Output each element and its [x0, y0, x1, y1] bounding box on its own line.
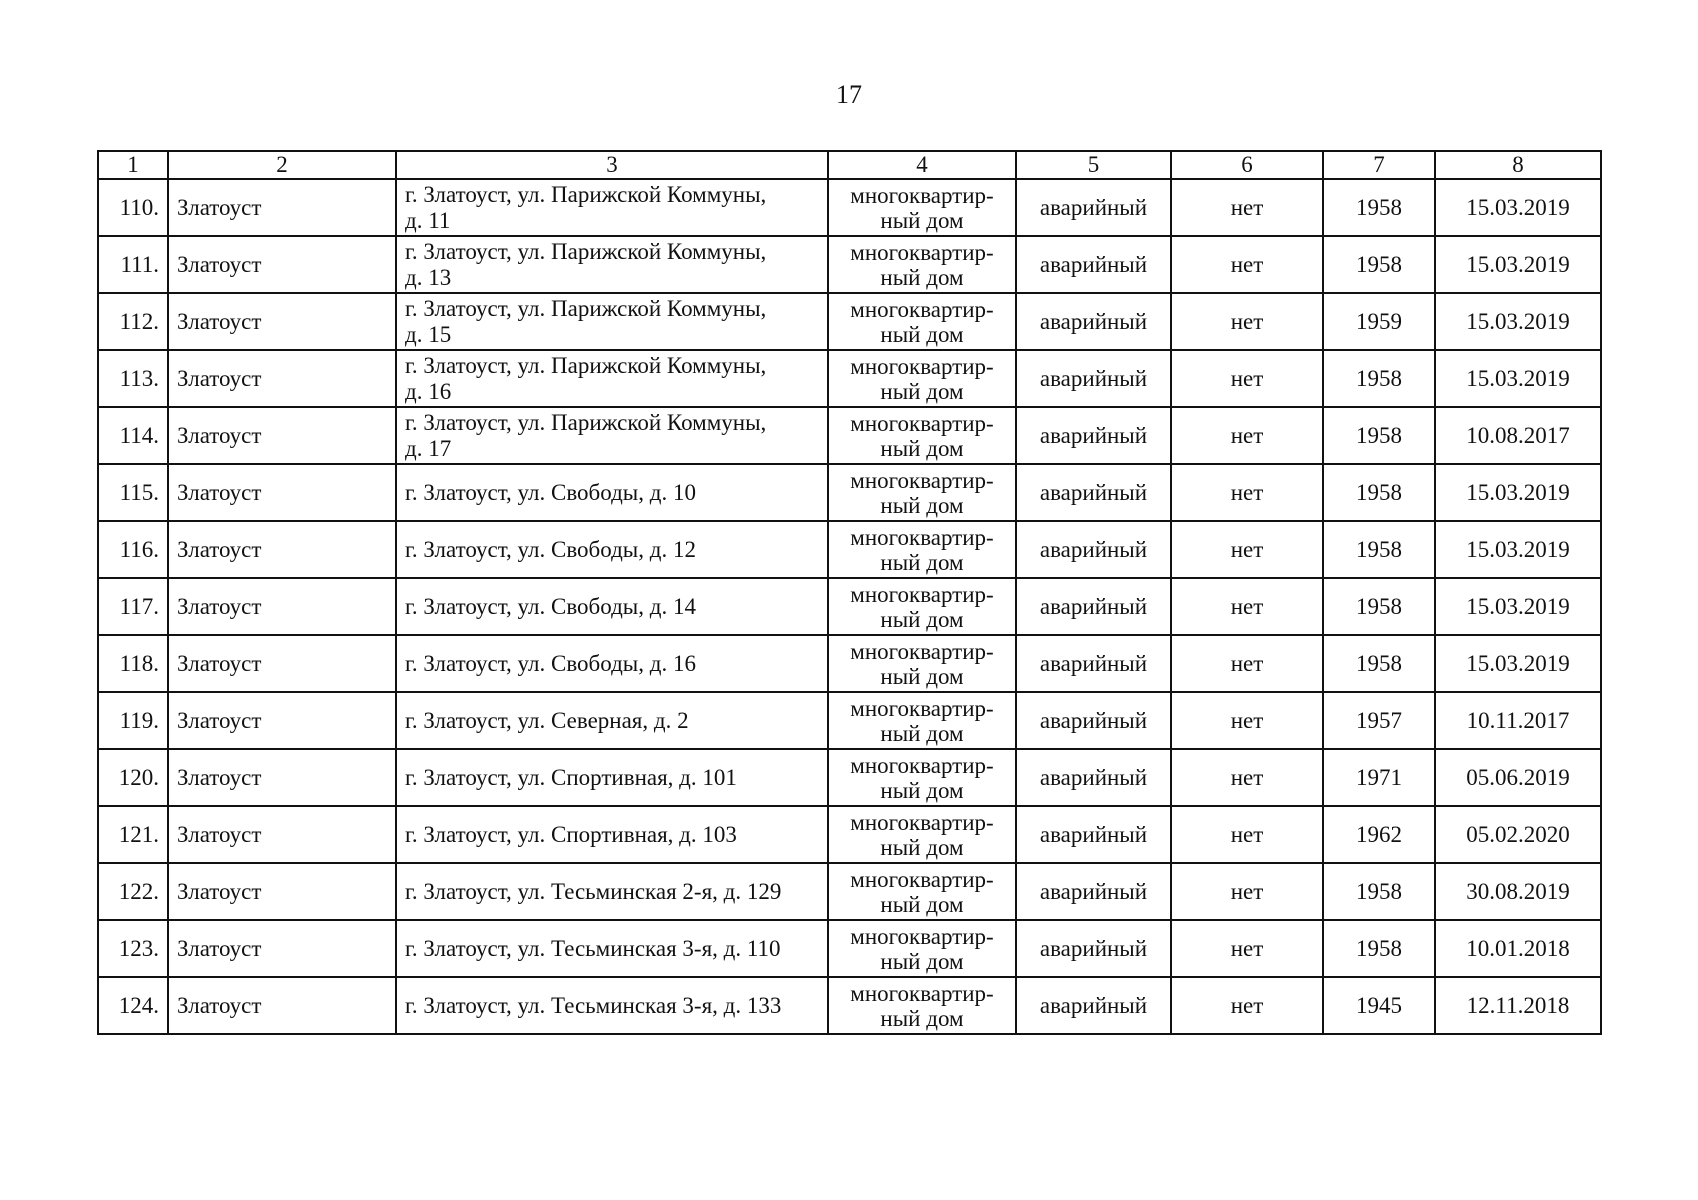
table-header	[98, 151, 1601, 179]
flag-cell: нет	[1171, 806, 1323, 863]
condition-cell: аварийный	[1016, 578, 1171, 635]
flag-cell: нет	[1171, 749, 1323, 806]
address-cell	[396, 806, 828, 863]
building-type-line: ный дом	[880, 1005, 964, 1031]
row-number: 121.	[98, 806, 168, 863]
year-cell: 1958	[1323, 635, 1435, 692]
building-type-cell	[828, 521, 1016, 578]
column-number: 5	[1016, 151, 1171, 179]
building-type-cell	[828, 179, 1016, 236]
flag-cell: нет	[1171, 464, 1323, 521]
column-number: 3	[396, 151, 828, 179]
building-type-line: многоквартир-	[850, 923, 994, 949]
building-type-cell	[828, 350, 1016, 407]
condition-cell: аварийный	[1016, 977, 1171, 1034]
address-cell	[396, 179, 828, 236]
date-cell: 15.03.2019	[1435, 521, 1601, 578]
flag-cell: нет	[1171, 977, 1323, 1034]
municipality-cell: Златоуст	[168, 236, 396, 293]
row-number: 111.	[98, 236, 168, 293]
condition-cell: аварийный	[1016, 635, 1171, 692]
building-type-line: многоквартир-	[850, 467, 994, 493]
date-cell: 10.01.2018	[1435, 920, 1601, 977]
building-type-line: ный дом	[880, 207, 964, 233]
building-type-line: ный дом	[880, 549, 964, 575]
year-cell: 1958	[1323, 407, 1435, 464]
building-type-line: ный дом	[880, 264, 964, 290]
date-cell: 15.03.2019	[1435, 179, 1601, 236]
building-type-line: многоквартир-	[850, 353, 994, 379]
address-cell	[396, 920, 828, 977]
building-type-cell	[828, 749, 1016, 806]
building-type-line: многоквартир-	[850, 581, 994, 607]
address-line: г. Златоуст, ул. Свободы, д. 14	[405, 593, 696, 619]
row-number: 119.	[98, 692, 168, 749]
building-type-cell	[828, 293, 1016, 350]
address-cell	[396, 521, 828, 578]
year-cell: 1959	[1323, 293, 1435, 350]
building-type-line: ный дом	[880, 606, 964, 632]
year-cell: 1958	[1323, 350, 1435, 407]
year-cell: 1957	[1323, 692, 1435, 749]
address-line: г. Златоуст, ул. Тесьминская 3-я, д. 110	[405, 935, 781, 961]
table-row	[98, 578, 1601, 635]
date-cell: 05.06.2019	[1435, 749, 1601, 806]
address-cell	[396, 635, 828, 692]
condition-cell: аварийный	[1016, 464, 1171, 521]
flag-cell: нет	[1171, 521, 1323, 578]
date-cell: 30.08.2019	[1435, 863, 1601, 920]
row-number: 114.	[98, 407, 168, 464]
address-line: г. Златоуст, ул. Парижской Коммуны,	[405, 409, 767, 435]
table-row	[98, 749, 1601, 806]
address-line: г. Златоуст, ул. Парижской Коммуны,	[405, 352, 767, 378]
municipality-cell: Златоуст	[168, 635, 396, 692]
condition-cell: аварийный	[1016, 521, 1171, 578]
date-cell: 10.11.2017	[1435, 692, 1601, 749]
address-line: г. Златоуст, ул. Свободы, д. 16	[405, 650, 696, 676]
flag-cell: нет	[1171, 350, 1323, 407]
building-type-cell	[828, 806, 1016, 863]
year-cell: 1958	[1323, 179, 1435, 236]
flag-cell: нет	[1171, 293, 1323, 350]
building-type-cell	[828, 692, 1016, 749]
year-cell: 1971	[1323, 749, 1435, 806]
condition-cell: аварийный	[1016, 920, 1171, 977]
row-number: 116.	[98, 521, 168, 578]
page-number: 17	[836, 80, 862, 109]
date-cell: 12.11.2018	[1435, 977, 1601, 1034]
condition-cell: аварийный	[1016, 350, 1171, 407]
building-type-line: ный дом	[880, 435, 964, 461]
flag-cell: нет	[1171, 920, 1323, 977]
date-cell: 15.03.2019	[1435, 293, 1601, 350]
column-number: 6	[1171, 151, 1323, 179]
municipality-cell: Златоуст	[168, 977, 396, 1034]
date-cell: 15.03.2019	[1435, 464, 1601, 521]
building-type-line: многоквартир-	[850, 695, 994, 721]
building-type-cell	[828, 863, 1016, 920]
municipality-cell: Златоуст	[168, 350, 396, 407]
condition-cell: аварийный	[1016, 179, 1171, 236]
building-type-cell	[828, 977, 1016, 1034]
condition-cell: аварийный	[1016, 749, 1171, 806]
row-number: 117.	[98, 578, 168, 635]
building-type-line: ный дом	[880, 891, 964, 917]
table-row	[98, 236, 1601, 293]
address-cell	[396, 236, 828, 293]
table-row	[98, 407, 1601, 464]
year-cell: 1945	[1323, 977, 1435, 1034]
year-cell: 1958	[1323, 521, 1435, 578]
flag-cell: нет	[1171, 236, 1323, 293]
column-number-row	[98, 151, 1601, 179]
housing-registry-table	[97, 150, 1602, 1035]
year-cell: 1962	[1323, 806, 1435, 863]
address-line: д. 16	[405, 378, 452, 404]
address-cell	[396, 692, 828, 749]
building-type-line: многоквартир-	[850, 752, 994, 778]
building-type-line: ный дом	[880, 948, 964, 974]
table-row	[98, 920, 1601, 977]
date-cell: 15.03.2019	[1435, 236, 1601, 293]
municipality-cell: Златоуст	[168, 578, 396, 635]
year-cell: 1958	[1323, 920, 1435, 977]
building-type-line: многоквартир-	[850, 866, 994, 892]
date-cell: 10.08.2017	[1435, 407, 1601, 464]
address-line: г. Златоуст, ул. Свободы, д. 10	[405, 479, 696, 505]
building-type-line: многоквартир-	[850, 524, 994, 550]
condition-cell: аварийный	[1016, 407, 1171, 464]
building-type-cell	[828, 236, 1016, 293]
address-line: г. Златоуст, ул. Тесьминская 3-я, д. 133	[405, 992, 782, 1018]
address-line: д. 15	[405, 321, 452, 347]
condition-cell: аварийный	[1016, 692, 1171, 749]
address-line: г. Златоуст, ул. Парижской Коммуны,	[405, 295, 767, 321]
building-type-cell	[828, 464, 1016, 521]
address-line: д. 11	[405, 207, 451, 233]
table-row	[98, 863, 1601, 920]
year-cell: 1958	[1323, 863, 1435, 920]
flag-cell: нет	[1171, 863, 1323, 920]
year-cell: 1958	[1323, 578, 1435, 635]
condition-cell: аварийный	[1016, 863, 1171, 920]
address-line: д. 17	[405, 435, 452, 461]
row-number: 124.	[98, 977, 168, 1034]
row-number: 123.	[98, 920, 168, 977]
row-number: 122.	[98, 863, 168, 920]
table-row	[98, 464, 1601, 521]
row-number: 113.	[98, 350, 168, 407]
table-row	[98, 179, 1601, 236]
address-cell	[396, 407, 828, 464]
address-cell	[396, 293, 828, 350]
flag-cell: нет	[1171, 635, 1323, 692]
building-type-line: многоквартир-	[850, 182, 994, 208]
table-row	[98, 350, 1601, 407]
building-type-line: ный дом	[880, 492, 964, 518]
address-cell	[396, 578, 828, 635]
address-cell	[396, 977, 828, 1034]
municipality-cell: Златоуст	[168, 293, 396, 350]
building-type-line: многоквартир-	[850, 809, 994, 835]
row-number: 120.	[98, 749, 168, 806]
address-cell	[396, 464, 828, 521]
building-type-line: многоквартир-	[850, 410, 994, 436]
year-cell: 1958	[1323, 236, 1435, 293]
building-type-line: ный дом	[880, 663, 964, 689]
building-type-line: ный дом	[880, 378, 964, 404]
row-number: 110.	[98, 179, 168, 236]
year-cell: 1958	[1323, 464, 1435, 521]
date-cell: 15.03.2019	[1435, 578, 1601, 635]
address-line: г. Златоуст, ул. Спортивная, д. 103	[405, 821, 737, 847]
address-line: г. Златоуст, ул. Свободы, д. 12	[405, 536, 696, 562]
building-type-line: многоквартир-	[850, 638, 994, 664]
address-line: д. 13	[405, 264, 452, 290]
condition-cell: аварийный	[1016, 236, 1171, 293]
building-type-line: ный дом	[880, 720, 964, 746]
building-type-line: многоквартир-	[850, 239, 994, 265]
address-cell	[396, 350, 828, 407]
table-row	[98, 806, 1601, 863]
municipality-cell: Златоуст	[168, 920, 396, 977]
building-type-cell	[828, 635, 1016, 692]
column-number: 8	[1435, 151, 1601, 179]
building-type-cell	[828, 578, 1016, 635]
building-type-line: многоквартир-	[850, 296, 994, 322]
table-body	[98, 179, 1601, 1034]
municipality-cell: Златоуст	[168, 692, 396, 749]
table-row	[98, 293, 1601, 350]
building-type-line: ный дом	[880, 321, 964, 347]
municipality-cell: Златоуст	[168, 863, 396, 920]
building-type-line: многоквартир-	[850, 980, 994, 1006]
municipality-cell: Златоуст	[168, 407, 396, 464]
condition-cell: аварийный	[1016, 293, 1171, 350]
date-cell: 05.02.2020	[1435, 806, 1601, 863]
condition-cell: аварийный	[1016, 806, 1171, 863]
municipality-cell: Златоуст	[168, 806, 396, 863]
flag-cell: нет	[1171, 692, 1323, 749]
address-line: г. Златоуст, ул. Северная, д. 2	[405, 707, 689, 733]
municipality-cell: Златоуст	[168, 179, 396, 236]
column-number: 4	[828, 151, 1016, 179]
address-cell	[396, 749, 828, 806]
row-number: 112.	[98, 293, 168, 350]
address-line: г. Златоуст, ул. Парижской Коммуны,	[405, 181, 767, 207]
municipality-cell: Златоуст	[168, 464, 396, 521]
column-number: 2	[168, 151, 396, 179]
column-number: 1	[98, 151, 168, 179]
municipality-cell: Златоуст	[168, 521, 396, 578]
row-number: 115.	[98, 464, 168, 521]
table-row	[98, 635, 1601, 692]
column-number: 7	[1323, 151, 1435, 179]
date-cell: 15.03.2019	[1435, 635, 1601, 692]
address-line: г. Златоуст, ул. Спортивная, д. 101	[405, 764, 737, 790]
date-cell: 15.03.2019	[1435, 350, 1601, 407]
flag-cell: нет	[1171, 179, 1323, 236]
flag-cell: нет	[1171, 578, 1323, 635]
table-row	[98, 521, 1601, 578]
address-cell	[396, 863, 828, 920]
table-row	[98, 977, 1601, 1034]
building-type-cell	[828, 920, 1016, 977]
table-row	[98, 692, 1601, 749]
address-line: г. Златоуст, ул. Тесьминская 2-я, д. 129	[405, 878, 782, 904]
row-number: 118.	[98, 635, 168, 692]
flag-cell: нет	[1171, 407, 1323, 464]
municipality-cell: Златоуст	[168, 749, 396, 806]
building-type-line: ный дом	[880, 834, 964, 860]
building-type-cell	[828, 407, 1016, 464]
building-type-line: ный дом	[880, 777, 964, 803]
address-line: г. Златоуст, ул. Парижской Коммуны,	[405, 238, 767, 264]
